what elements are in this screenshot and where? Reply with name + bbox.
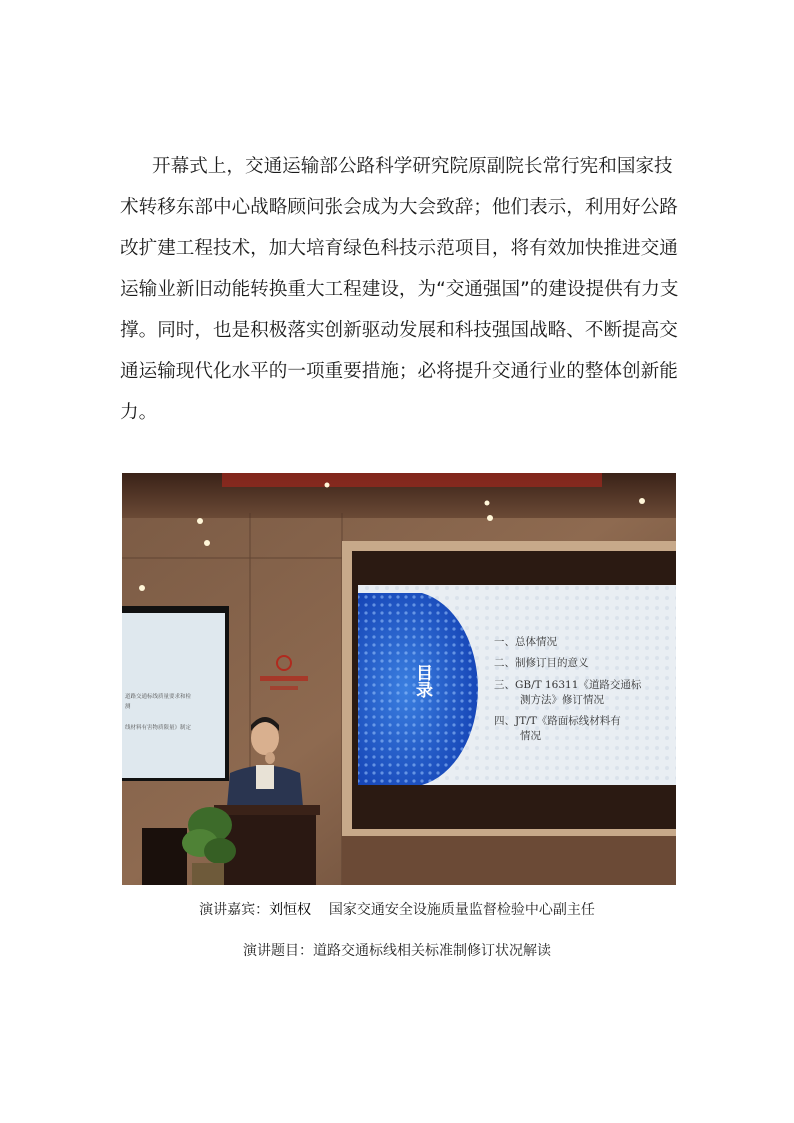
slide-item: 二、制修订目的意义 bbox=[494, 657, 589, 669]
speaker-name: 刘恒权 bbox=[269, 902, 312, 918]
article-line: 撑。同时，也是积极落实创新驱动发展和科技强国战略、不断提高交 bbox=[120, 320, 678, 341]
speaker-title: 国家交通安全设施质量监督检验中心副主任 bbox=[328, 902, 595, 918]
article-line: 开幕式上，交通运输部公路科学研究院原副院长常行宪和国家技 bbox=[152, 156, 673, 177]
article-line: 力。 bbox=[120, 402, 158, 423]
article-line: 改扩建工程技术，加大培育绿色科技示范项目，将有效加快推进交通 bbox=[120, 238, 678, 259]
article-paragraph bbox=[120, 146, 679, 433]
slide-item: 测方法》修订情况 bbox=[520, 694, 604, 706]
article-line: 通运输现代化水平的一项重要措施；必将提升交通行业的整体创新能 bbox=[120, 361, 678, 382]
topic-caption bbox=[0, 940, 794, 960]
slide-item: 一、总体情况 bbox=[494, 636, 557, 648]
left-screen-line: 线材料有害物质限量》制定 bbox=[125, 725, 192, 731]
article-line: 运输业新旧动能转换重大工程建设，为“交通强国”的建设提供有力支 bbox=[120, 279, 679, 300]
left-screen-line: 道路交通标线质量要求和检 bbox=[125, 694, 192, 700]
conference-photo bbox=[122, 473, 676, 885]
article-line: 术转移东部中心战略顾问张会成为大会致辞；他们表示，利用好公路 bbox=[120, 197, 678, 218]
slide-item: 四、JT/T《路面标线材料有 bbox=[494, 715, 621, 727]
speaker-caption bbox=[0, 899, 794, 919]
slide-item: 情况 bbox=[520, 730, 541, 742]
left-screen-line: 测 bbox=[125, 704, 131, 710]
speaker-label: 演讲嘉宾： bbox=[199, 902, 270, 918]
topic-text: 道路交通标线相关标准制修订状况解读 bbox=[313, 943, 551, 959]
topic-label: 演讲题目： bbox=[243, 943, 313, 959]
slide-item: 三、GB/T 16311《道路交通标 bbox=[494, 679, 642, 691]
slide-title: 目录 bbox=[412, 664, 432, 698]
